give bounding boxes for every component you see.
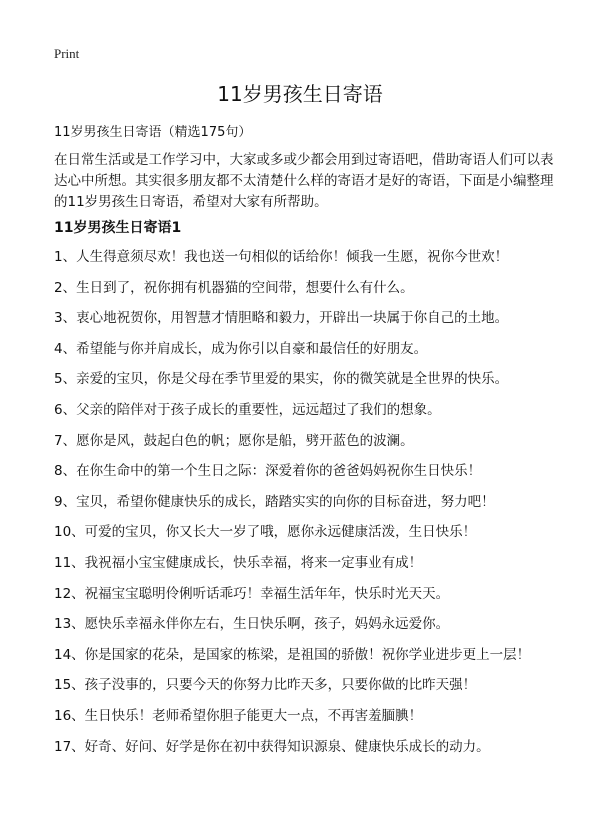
list-item: 16、生日快乐！老师希望你胆子能更大一点，不再害羞腼腆！ (54, 707, 423, 724)
list-item: 11、我祝福小宝宝健康成长，快乐幸福，将来一定事业有成！ (54, 554, 423, 571)
print-label: Print (54, 46, 80, 61)
list-item: 7、愿你是风，鼓起白色的帆；愿你是船，劈开蓝色的波澜。 (54, 432, 414, 449)
list-item: 4、希望能与你并肩成长，成为你引以自豪和最信任的好朋友。 (54, 340, 428, 357)
list-item: 5、亲爱的宝贝，你是父母在季节里爱的果实，你的微笑就是全世界的快乐。 (54, 371, 509, 388)
greeting-list (54, 246, 574, 766)
list-item: 9、宝贝，希望你健康快乐的成长，踏踏实实的向你的目标奋进，努力吧！ (54, 493, 495, 510)
list-item: 14、你是国家的花朵，是国家的栋梁，是祖国的骄傲！祝你学业进步更上一层！ (54, 646, 531, 663)
page-subtitle: 11岁男孩生日寄语（精选175句） (54, 125, 252, 140)
list-item: 6、父亲的陪伴对于孩子成长的重要性，远远超过了我们的想象。 (54, 401, 441, 418)
list-item: 12、祝福宝宝聪明伶俐听话乖巧！幸福生活年年，快乐时光天天。 (54, 585, 450, 602)
list-item: 2、生日到了，祝你拥有机器猫的空间带，想要什么有什么。 (54, 279, 414, 296)
intro-paragraph: 在日常生活或是工作学习中，大家或多或少都会用到过寄语吧，借助寄语人们可以表达心中所想。其实很多朋友都不太清楚什么样的寄语才是好的寄语，下面是小编整理的11岁男孩生日寄语，希望对大家有所帮助。 (54, 152, 554, 210)
list-item: 13、愿快乐幸福永伴你左右，生日快乐啊，孩子，妈妈永远爱你。 (54, 616, 450, 633)
list-item: 10、可爱的宝贝，你又长大一岁了哦，愿你永远健康活泼，生日快乐！ (54, 524, 477, 541)
list-item: 8、在你生命中的第一个生日之际：深爱着你的爸爸妈妈祝你生日快乐！ (54, 463, 482, 480)
list-item: 3、衷心地祝贺你，用智慧才情胆略和毅力，开辟出一块属于你自己的土地。 (54, 310, 509, 327)
list-item: 17、好奇、好问、好学是你在初中获得知识源泉、健康快乐成长的动力。 (54, 738, 490, 755)
list-item: 15、孩子没事的，只要今天的你努力比昨天多，只要你做的比昨天强！ (54, 677, 477, 694)
list-item: 1、人生得意须尽欢！我也送一句相似的话给你！倾我一生愿，祝你今世欢！ (54, 249, 509, 265)
page-title: 11岁男孩生日寄语 (217, 82, 383, 106)
section-heading: 11岁男孩生日寄语1 (54, 220, 182, 236)
